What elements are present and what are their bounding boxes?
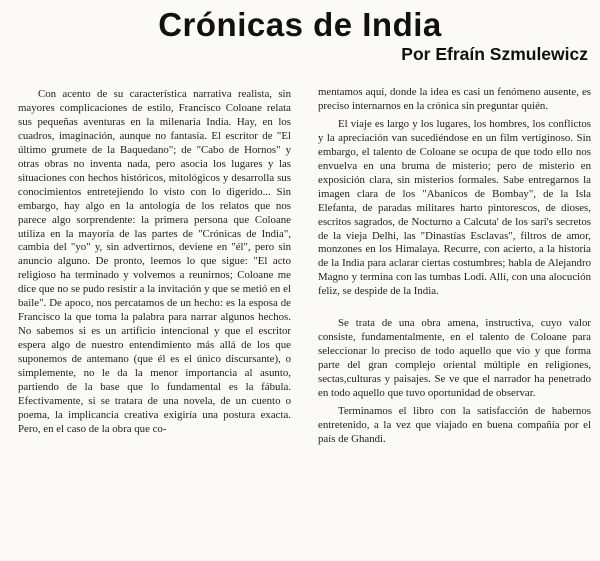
paragraph-continuation: mentamos aquí, donde la idea es casi un fenómeno ausente, es preciso internarnos en la crónica sin preguntar quién. — [318, 86, 591, 112]
right-column — [318, 86, 591, 447]
paragraph-2: El viaje es largo y los lugares, los hombres, los conflictos y la apreciación van sucediéndose en un film vertiginoso. Sin embargo, el talento de Coloane se ocupa de que todo ello nos envuelva en una bruma de misterio; pero de misterio en exposición clara, sin misterios formales. Sabe entregarnos la imagen clara de los "Abanicos de Bombay", de la Isla Elefanta, de paradas militares harto pintorescos, de dioses, escritos sagrados, de Nocturno a Calcuta' de los sari's secretos de la vieja Delhi, las "Dinastías Esclavas", filtros de amor, monzones en los Himalaya. Recurre, con acierto, a la historia de la India para aclarar ciertas costumbres; habla de Alejandro Magno y termina con las tumbas Lodi. Allí, con una alocución feliz, se despide de la India. — [318, 117, 591, 298]
article-byline: Por Efraín Szmulewicz — [401, 44, 588, 64]
article-title: Crónicas de India — [158, 6, 442, 43]
left-column — [18, 88, 291, 437]
paragraph-3: Se trata de una obra amena, instructiva, cuyo valor consiste, fundamentalmente, en el talento de Coloane para seleccionar lo preciso de todo aquello que vio y que forma parte del gran complejo oriental múltiple en religiones, sectas,culturas y paisajes. Se ve que el narrador ha penetrado en todo aquello que tuvo oportunidad de observar. — [318, 317, 591, 400]
paragraph-1: Con acento de su característica narrativa realista, sin mayores complicaciones de estilo, Francisco Coloane relata sus pequeñas aventuras en la milenaria India. Hay, en los cuadros, imaginación, aunque no fantasía. El escritor de "El último grumete de la Baquedano"; de "Cabo de Hornos" y otras obras no inventa nada, pero asocia los lugares y las situaciones con hechos históricos, mitológicos y desarrolla sus conocimientos entretejiendo lo visto con lo digerido... Sin embargo, hay algo en la antología de los relatos que nos parece algo sorprendente: la primera persona que Coloane utiliza en la mayoría de las partes de "Crónicas de India", cambia del "yo" y, sin advertirnos, deviene en "él", pero sin anuncio alguno. De pronto, leemos lo que sigue: "El acto religioso ha terminado y volvemos a reunirnos; Coloane me dice que no se pudo resistir a la invitación y que se metió en el baile". De apoco, nos percatamos de un hecho: es la esposa de Francisco la que toma la palabra para narrar algunos hechos. No sabemos si es un artificio intencional y que el escritor espera algo de nuestro entendimiento más allá de los que suponemos de antemano (que él es el único discursante), o simplemente, no le da la menor importancia al asunto, partiendo de la base que lo fundamental es la fábula. Efectivamente, si se tratara de una novela, de un cuento o poema, la implicancia creativa exigiría una postura exacta. Pero, en el caso de la obra que co- — [18, 88, 291, 435]
paragraph-4: Terminamos el libro con la satisfacción de habernos entretenido, a la vez que viajado en buena compañía por el país de Ghandi. — [318, 405, 591, 445]
